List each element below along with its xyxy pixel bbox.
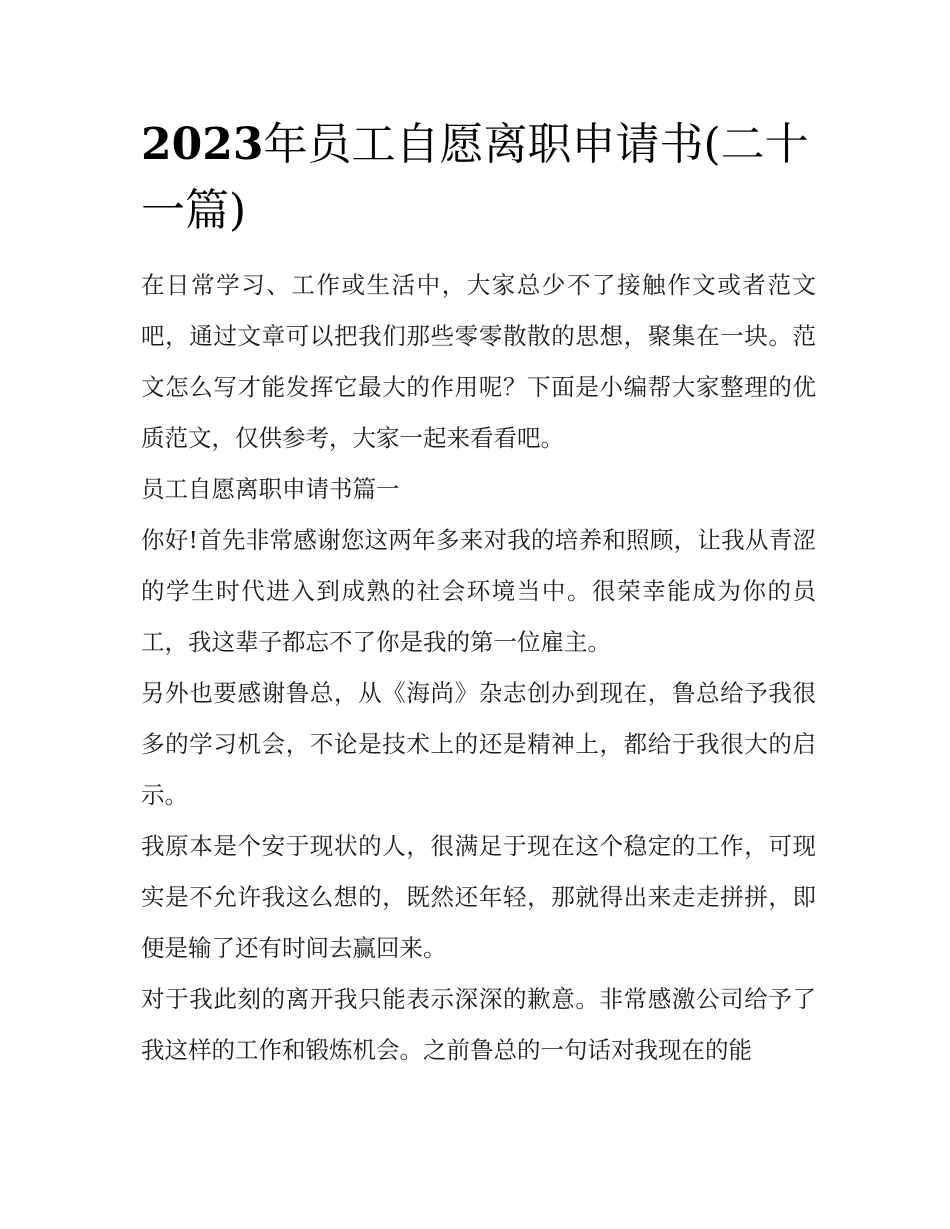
body-paragraph: 另外也要感谢鲁总，从《海尚》杂志创办到现在，鲁总给予我很多的学习机会，不论是技术上的还是精神上，都给于我很大的启示。	[141, 679, 816, 809]
body-paragraph: 对于我此刻的离开我只能表示深深的歉意。非常感激公司给予了我这样的工作和锻炼机会。之前鲁总的一句话对我现在的能	[141, 985, 816, 1064]
intro-paragraph: 在日常学习、工作或生活中，大家总少不了接触作文或者范文吧，通过文章可以把我们那些零零散散的思想，聚集在一块。范文怎么写才能发挥它最大的作用呢？下面是小编帮大家整理的优质范文，仅供参考，大家一起来看看吧。	[141, 271, 816, 452]
title-text: 年员工自愿离职申请书(二十一篇)	[141, 119, 809, 236]
body-paragraph: 我原本是个安于现状的人，很满足于现在这个稳定的工作，可现实是不允许我这么想的，既然还年轻，那就得出来走走拼拼，即便是输了还有时间去赢回来。	[141, 832, 816, 962]
body-paragraph: 你好!首先非常感谢您这两年多来对我的培养和照顾，让我从青涩的学生时代进入到成熟的社会环境当中。很荣幸能成为你的员工，我这辈子都忘不了你是我的第一位雇主。	[141, 526, 816, 656]
title-year: 2023	[141, 119, 264, 170]
document-body	[141, 260, 816, 1076]
section-heading: 员工自愿离职申请书篇一	[141, 475, 400, 503]
document-page	[141, 112, 816, 1076]
document-title	[141, 112, 816, 244]
